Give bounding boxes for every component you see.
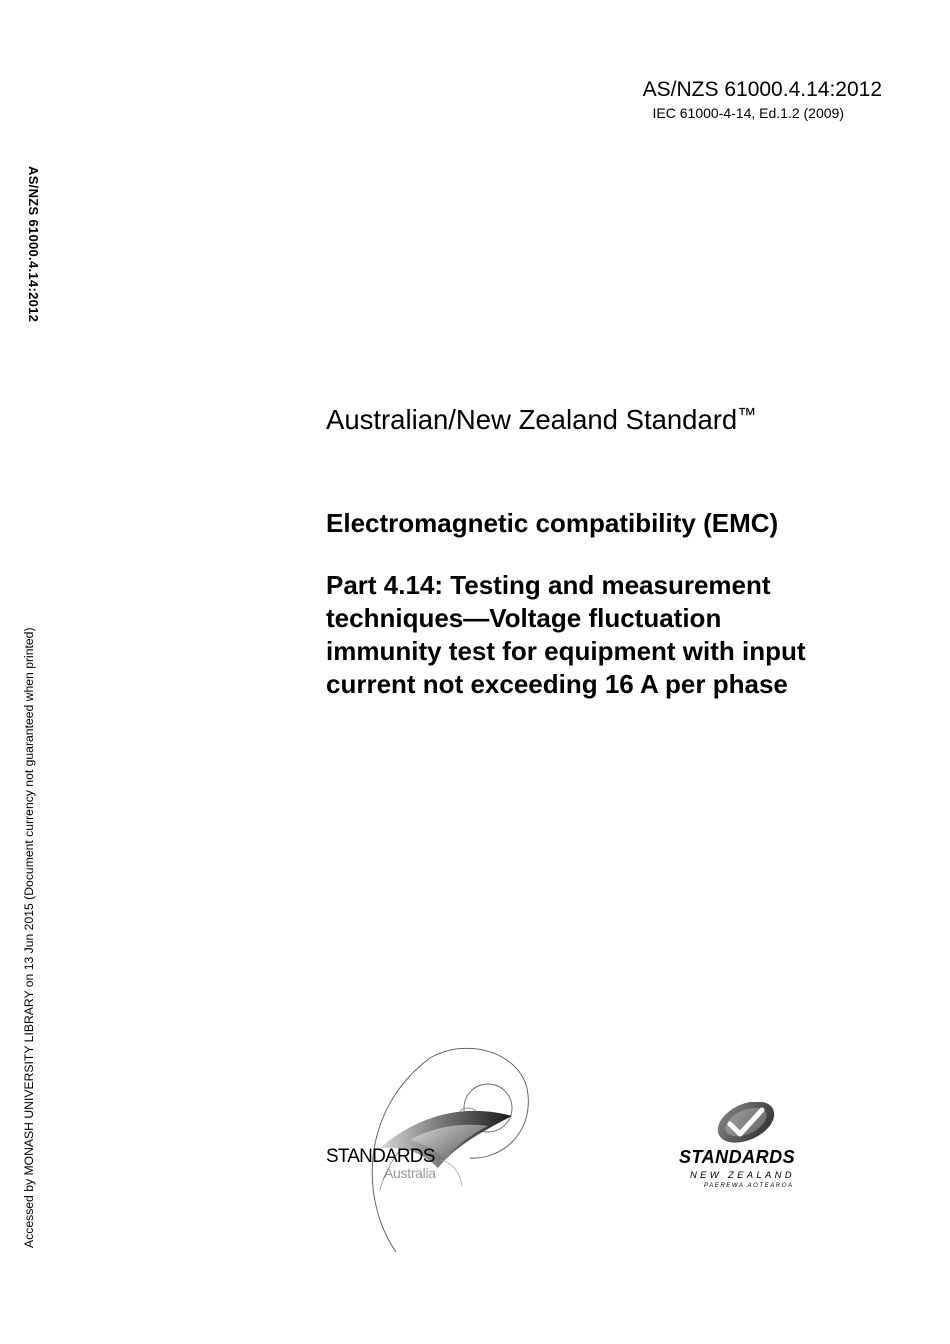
standards-australia-wordmark: STANDARDS xyxy=(326,1146,435,1167)
standards-nz-wordmark: STANDARDS xyxy=(679,1147,796,1167)
vertical-standard-number-text: AS/NZS 61000.4.14:2012 xyxy=(26,166,41,323)
part-title-line: techniques—Voltage fluctuation xyxy=(326,603,722,633)
series-title-text: Australian/New Zealand Standard xyxy=(326,404,738,435)
part-title-line: Part 4.14: Testing and measurement xyxy=(326,570,771,600)
trademark-symbol: ™ xyxy=(737,405,757,426)
series-title xyxy=(326,404,756,436)
standards-australia-subtext: Australia xyxy=(384,1165,436,1181)
access-notice-text: Accessed by MONASH UNIVERSITY LIBRARY on 13 Jun 2015 (Document currency not guaranteed when printed) xyxy=(22,627,36,1248)
standards-nz-subtext: NEW ZEALAND xyxy=(690,1170,795,1181)
standards-nz-maori-subtext: PAEREWA AOTEAROA xyxy=(704,1183,794,1189)
access-notice xyxy=(10,598,50,1258)
standard-number: AS/NZS 61000.4.14:2012 xyxy=(642,78,882,101)
part-title xyxy=(326,569,906,701)
part-title-line: current not exceeding 16 A per phase xyxy=(326,669,788,699)
iec-reference: IEC 61000-4-14, Ed.1.2 (2009) xyxy=(652,105,844,121)
vertical-standard-number xyxy=(12,166,52,346)
part-title-line: immunity test for equipment with input xyxy=(326,636,806,666)
document-title: Electromagnetic compatibility (EMC) xyxy=(326,508,779,538)
